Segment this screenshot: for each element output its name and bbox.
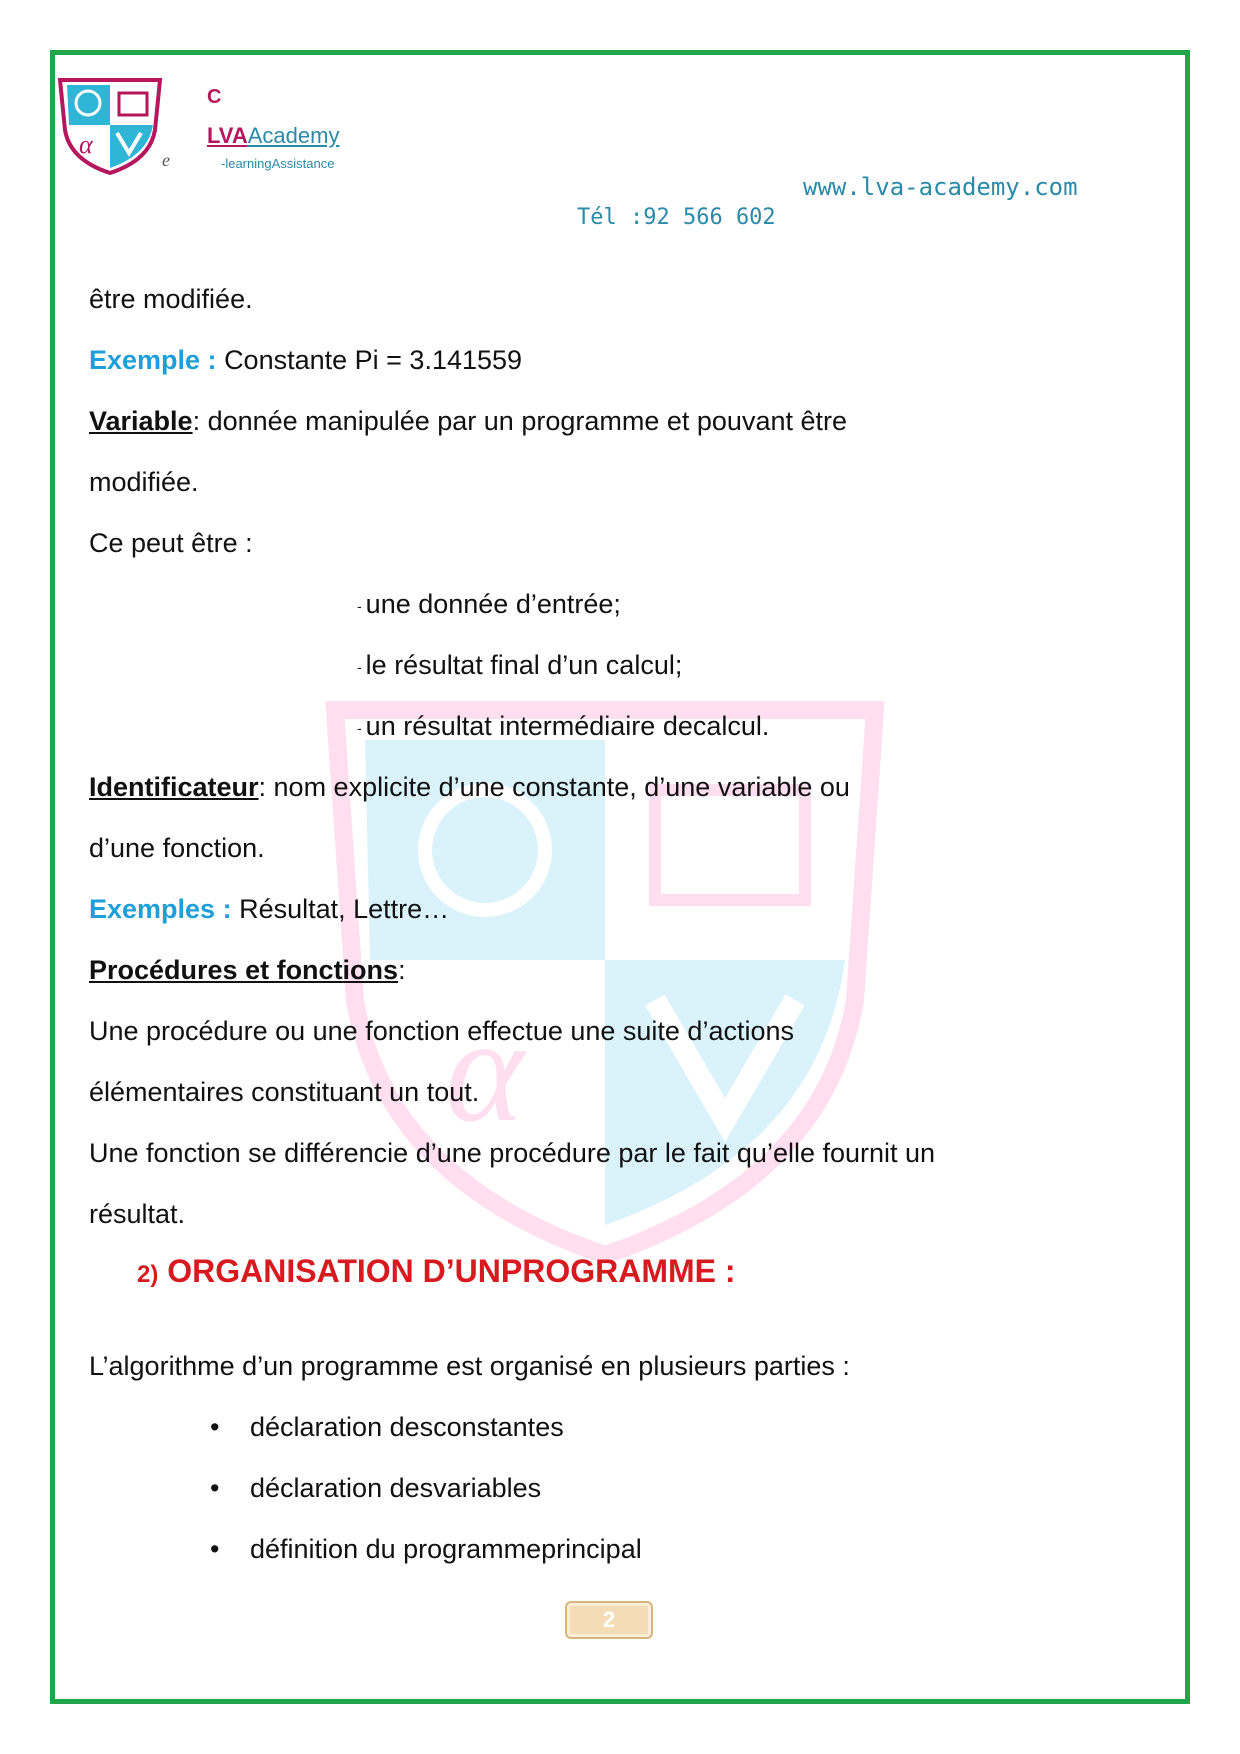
bullet-text: déclaration desconstantes	[250, 1412, 564, 1442]
text-line: Une procédure ou une fonction effectue une suite d’actions	[89, 1016, 794, 1046]
example-label: Exemple :	[89, 345, 225, 375]
brand-academy: Academy	[247, 123, 340, 148]
colon: :	[398, 955, 406, 985]
brand-e: e	[162, 150, 170, 170]
identifier-def-text: : nom explicite d’une constante, d’une variable ou	[258, 772, 850, 802]
identifier-definition	[89, 772, 850, 803]
text-line: L’algorithme d’un programme est organisé en plusieurs parties :	[89, 1351, 850, 1381]
text-line: être modifiée.	[89, 284, 253, 314]
academy-logo	[55, 75, 170, 175]
term-procedures: Procédures et fonctions	[89, 955, 399, 985]
website-link[interactable]: www.lva-academy.com	[803, 173, 1078, 201]
bullet-text: définition du programmeprincipal	[250, 1534, 642, 1564]
section-number: 2)	[137, 1261, 159, 1288]
brand-subtitle: -learningAssistance	[221, 156, 335, 171]
svg-text:α: α	[445, 987, 524, 1153]
svg-text:α: α	[79, 130, 93, 159]
example-line	[89, 345, 522, 376]
variable-definition	[89, 406, 847, 437]
dash-list-item: - une donnée d’entrée;	[357, 589, 621, 619]
section-heading	[137, 1253, 736, 1290]
dash-list-item: - le résultat final d’un calcul;	[357, 650, 683, 680]
text-line: résultat.	[89, 1199, 186, 1229]
dash-item-text: une donnée d’entrée;	[365, 589, 621, 619]
dash-item-text: le résultat final d’un calcul;	[365, 650, 683, 680]
example-text: Constante Pi = 3.141559	[224, 345, 523, 375]
term-variable: Variable	[89, 406, 193, 436]
bullet-item: • déclaration desvariables	[210, 1473, 542, 1503]
examples-label: Exemples :	[89, 894, 240, 924]
page-number: 2	[565, 1601, 653, 1639]
dash-item-text: un résultat intermédiaire decalcul.	[365, 711, 770, 741]
text-line: d’une fonction.	[89, 833, 265, 863]
text-line: Ce peut être :	[89, 528, 253, 558]
examples-text: Résultat, Lettre…	[239, 894, 450, 924]
brand-lva: LVA	[207, 123, 248, 148]
section-title: ORGANISATION D’UNPROGRAMME :	[158, 1253, 736, 1289]
phone-number: Tél :92 566 602	[577, 205, 776, 230]
brand-name	[207, 123, 339, 149]
text-line: élémentaires constituant un tout.	[89, 1077, 480, 1107]
variable-def-text: : donnée manipulée par un programme et pouvant être	[192, 406, 847, 436]
procedures-heading	[89, 955, 406, 986]
examples-line	[89, 894, 449, 925]
bullet-item: • définition du programmeprincipal	[210, 1534, 642, 1564]
term-identificateur: Identificateur	[89, 772, 259, 802]
bullet-text: déclaration desvariables	[250, 1473, 542, 1503]
text-line: Une fonction se différencie d’une procédure par le fait qu’elle fournit un	[89, 1138, 936, 1168]
bullet-item: • déclaration desconstantes	[210, 1412, 564, 1442]
brand-letter: C	[207, 86, 222, 108]
dash-list-item: - un résultat intermédiaire decalcul.	[357, 711, 770, 741]
text-line: modifiée.	[89, 467, 199, 497]
